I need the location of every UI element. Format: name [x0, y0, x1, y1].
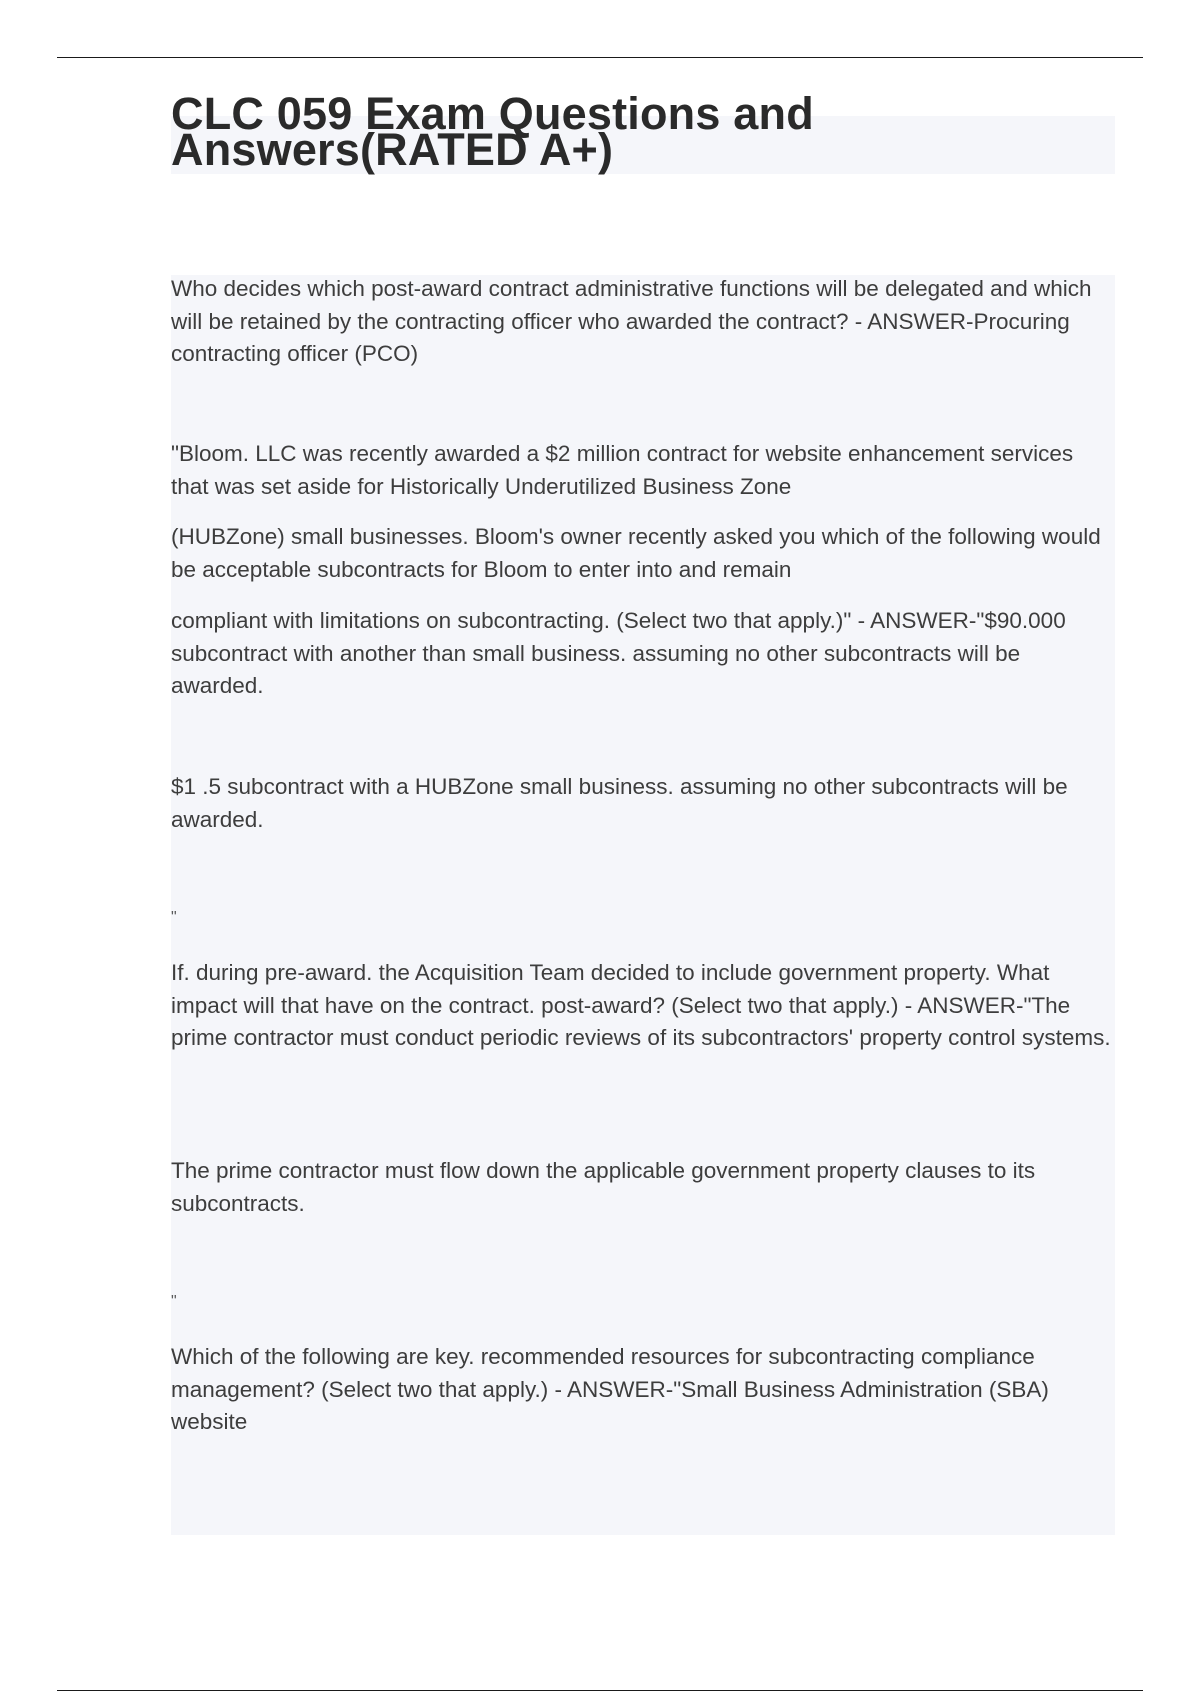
question-2-paragraph-part-3: compliant with limitations on subcontracting. (Select two that apply.)" - ANSWER-"$90.000 subcontract with another than small business. assuming no other subcontracts will be awarded. [171, 608, 1066, 698]
question-2-paragraph-part-2: (HUBZone) small businesses. Bloom's owner recently asked you which of the following would be acceptable subcontracts for Bloom to enter into and remain [171, 524, 1101, 582]
title-line-2: Answers(RATED A+) [171, 124, 614, 175]
document-title [171, 88, 1131, 175]
answer-2-second-option: $1 .5 subcontract with a HUBZone small business. assuming no other subcontracts will be awarded. [171, 774, 1068, 832]
bottom-rule [57, 1690, 1143, 1691]
closing-quote-mark: " [171, 1293, 177, 1310]
question-4-paragraph: Which of the following are key. recommended resources for subcontracting compliance management? (Select two that apply.) - ANSWER-"Small Business Administration (SBA) website [171, 1344, 1049, 1434]
question-3-paragraph: If. during pre-award. the Acquisition Team decided to include government property. What impact will that have on the contract. post-award? (Select two that apply.) - ANSWER-"The prime contractor must conduct periodic reviews of its subcontractors' property control systems. [171, 960, 1111, 1050]
answer-3-second-option: The prime contractor must flow down the applicable government property clauses to its subcontracts. [171, 1158, 1036, 1216]
question-1-paragraph: Who decides which post-award contract administrative functions will be delegated and which will be retained by the contracting officer who awarded the contract? - ANSWER-Procuring contracting officer (PCO) [171, 276, 1092, 366]
question-2-paragraph-part-1: "Bloom. LLC was recently awarded a $2 million contract for website enhancement services that was set aside for Historically Underutilized Business Zone [171, 441, 1074, 499]
title-line-1: CLC 059 Exam Questions and [171, 88, 814, 139]
closing-quote-mark: " [171, 909, 177, 926]
top-rule [57, 57, 1143, 58]
